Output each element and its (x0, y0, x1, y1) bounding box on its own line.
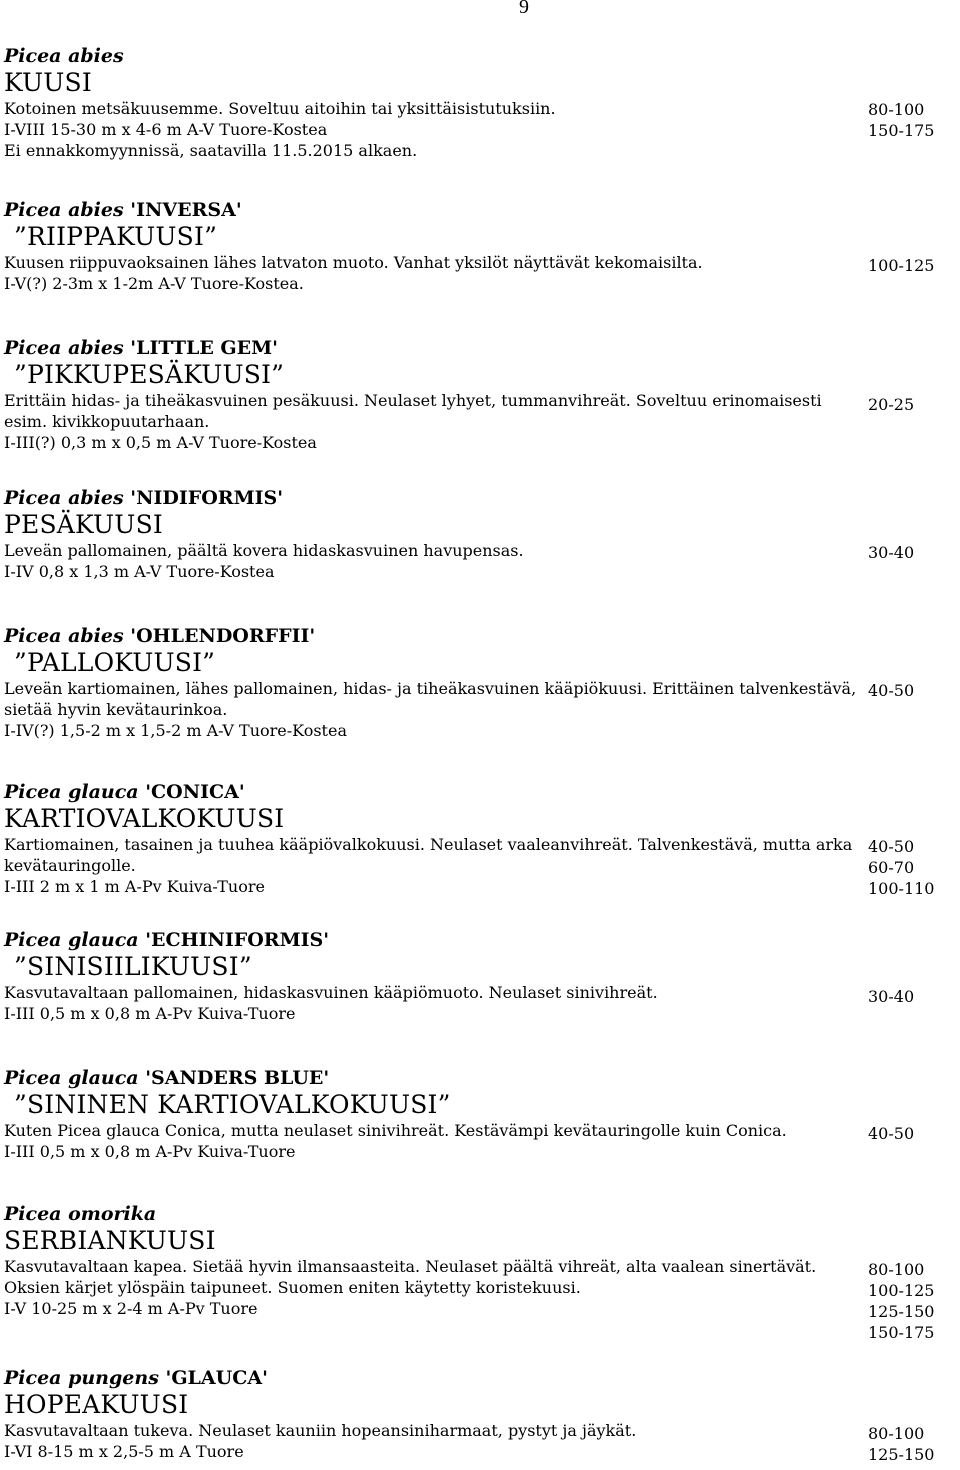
genus-species: Picea glauca (4, 1067, 139, 1089)
description-line: I-III 2 m x 1 m A-Pv Kuiva-Tuore (4, 877, 265, 896)
catalog-entry (4, 1202, 960, 1319)
cultivar-name: 'INVERSA' (123, 199, 242, 221)
common-name: KARTIOVALKOKUUSI (4, 804, 285, 833)
description-line: Leveän pallomainen, päältä kovera hidaskasvuinen havupensas. (4, 541, 524, 560)
common-name: ”PIKKUPESÄKUUSI” (14, 360, 285, 389)
description (4, 252, 866, 294)
genus-species: Picea omorika (4, 1203, 157, 1225)
catalog-entry (4, 928, 960, 1024)
cultivar-name: 'LITTLE GEM' (123, 337, 278, 359)
cultivar-name: 'GLAUCA' (158, 1367, 268, 1389)
size-range: 30-40 (868, 987, 915, 1006)
size-column (868, 986, 958, 1007)
cultivar-name: 'CONICA' (138, 781, 245, 803)
size-column (868, 836, 958, 899)
genus-species: Picea glauca (4, 929, 139, 951)
description-line: Kasvutavaltaan tukeva. Neulaset kauniin hopeansiniharmaat, pystyt ja jäykät. (4, 1421, 637, 1440)
size-column (868, 542, 958, 563)
size-range: 125-150 (868, 1302, 935, 1321)
latin-name (4, 1366, 960, 1390)
description (4, 1420, 866, 1462)
latin-name (4, 44, 960, 68)
size-range: 100-125 (868, 256, 935, 275)
description (4, 540, 866, 582)
genus-species: Picea abies (4, 625, 124, 647)
size-column (868, 680, 958, 701)
catalog-entry (4, 336, 960, 453)
genus-species: Picea pungens (4, 1367, 159, 1389)
size-range: 40-50 (868, 837, 915, 856)
description-line: Kuten Picea glauca Conica, mutta neulaset sinivihreät. Kestävämpi kevätauringolle kuin Conica. (4, 1121, 787, 1140)
cultivar-name: 'NIDIFORMIS' (123, 487, 284, 509)
catalog-entry (4, 486, 960, 582)
size-range: 125-150 (868, 1445, 935, 1464)
common-name: ”PALLOKUUSI” (14, 648, 216, 677)
catalog-entry (4, 198, 960, 294)
catalog-entry (4, 1366, 960, 1462)
size-column (868, 255, 958, 276)
common-name: SERBIANKUUSI (4, 1226, 216, 1255)
catalog-entry (4, 44, 960, 161)
common-name: HOPEAKUUSI (4, 1390, 189, 1419)
description-line: Kuusen riippuvaoksainen lähes latvaton muoto. Vanhat yksilöt näyttävät kekomaisilta. (4, 253, 703, 272)
size-column (868, 99, 958, 141)
size-range: 150-175 (868, 121, 935, 140)
size-column (868, 1123, 958, 1144)
description-line: Kasvutavaltaan kapea. Sietää hyvin ilmansaasteita. Neulaset päältä vihreät, alta vaalean sinertävät. (4, 1257, 817, 1276)
size-range: 80-100 (868, 100, 925, 119)
size-range: 100-110 (868, 879, 935, 898)
latin-name (4, 928, 960, 952)
size-column (868, 394, 958, 415)
description (4, 982, 866, 1024)
catalog-entry (4, 780, 960, 897)
latin-name (4, 624, 960, 648)
description (4, 1256, 866, 1319)
genus-species: Picea abies (4, 45, 124, 67)
size-range: 80-100 (868, 1260, 925, 1279)
cultivar-name: 'SANDERS BLUE' (138, 1067, 330, 1089)
genus-species: Picea glauca (4, 781, 139, 803)
description (4, 390, 866, 453)
description-line: I-V 10-25 m x 2-4 m A-Pv Tuore (4, 1299, 258, 1318)
description (4, 98, 866, 161)
description-line: I-III 0,5 m x 0,8 m A-Pv Kuiva-Tuore (4, 1142, 296, 1161)
size-range: 20-25 (868, 395, 915, 414)
size-range: 40-50 (868, 1124, 915, 1143)
description-line: I-V(?) 2-3m x 1-2m A-V Tuore-Kostea. (4, 274, 304, 293)
size-range: 100-125 (868, 1281, 935, 1300)
size-range: 40-50 (868, 681, 915, 700)
description (4, 834, 866, 897)
size-range: 150-175 (868, 1323, 935, 1342)
cultivar-name: 'ECHINIFORMIS' (138, 929, 330, 951)
latin-name (4, 780, 960, 804)
genus-species: Picea abies (4, 487, 124, 509)
description (4, 678, 866, 741)
description-line: I-VI 8-15 m x 2,5-5 m A Tuore (4, 1442, 244, 1461)
size-column (868, 1423, 958, 1465)
size-range: 30-40 (868, 543, 915, 562)
catalog-entry (4, 1066, 960, 1162)
description-line: I-VIII 15-30 m x 4-6 m A-V Tuore-Kostea (4, 120, 328, 139)
description-line: Kotoinen metsäkuusemme. Soveltuu aitoihin tai yksittäisistutuksiin. (4, 99, 556, 118)
latin-name (4, 486, 960, 510)
description (4, 1120, 866, 1162)
description-line: Erittäin hidas- ja tiheäkasvuinen pesäkuusi. Neulaset lyhyet, tummanvihreät. Soveltuu erinomaisesti esim. kivikkopuutarhaan. (4, 391, 822, 431)
common-name: ”RIIPPAKUUSI” (14, 222, 218, 251)
size-range: 80-100 (868, 1424, 925, 1443)
description-line: Ei ennakkomyynnissä, saatavilla 11.5.2015 alkaen. (4, 141, 418, 160)
common-name: ”SINISIILIKUUSI” (14, 952, 252, 981)
latin-name (4, 1066, 960, 1090)
latin-name (4, 198, 960, 222)
common-name: ”SININEN KARTIOVALKOKUUSI” (14, 1090, 451, 1119)
genus-species: Picea abies (4, 337, 124, 359)
common-name: PESÄKUUSI (4, 510, 163, 539)
catalog-entry (4, 624, 960, 741)
genus-species: Picea abies (4, 199, 124, 221)
size-range: 60-70 (868, 858, 915, 877)
description-line: Leveän kartiomainen, lähes pallomainen, hidas- ja tiheäkasvuinen kääpiökuusi. Erittäinen talvenkestävä, sietää hyvin kevätaurinkoa. (4, 679, 857, 719)
description-line: I-IV(?) 1,5-2 m x 1,5-2 m A-V Tuore-Kostea (4, 721, 347, 740)
common-name: KUUSI (4, 68, 92, 97)
description-line: I-IV 0,8 x 1,3 m A-V Tuore-Kostea (4, 562, 275, 581)
description-line: Oksien kärjet ylöspäin taipuneet. Suomen eniten käytetty koristekuusi. (4, 1278, 581, 1297)
description-line: Kasvutavaltaan pallomainen, hidaskasvuinen kääpiömuoto. Neulaset sinivihreät. (4, 983, 658, 1002)
size-column (868, 1259, 958, 1343)
latin-name (4, 336, 960, 360)
description-line: Kartiomainen, tasainen ja tuuhea kääpiövalkokuusi. Neulaset vaaleanvihreät. Talvenkestävä, mutta arka kevätauringolle. (4, 835, 853, 875)
description-line: I-III(?) 0,3 m x 0,5 m A-V Tuore-Kostea (4, 433, 317, 452)
latin-name (4, 1202, 960, 1226)
page-number: 9 (519, 0, 529, 18)
description-line: I-III 0,5 m x 0,8 m A-Pv Kuiva-Tuore (4, 1004, 296, 1023)
cultivar-name: 'OHLENDORFFII' (123, 625, 316, 647)
